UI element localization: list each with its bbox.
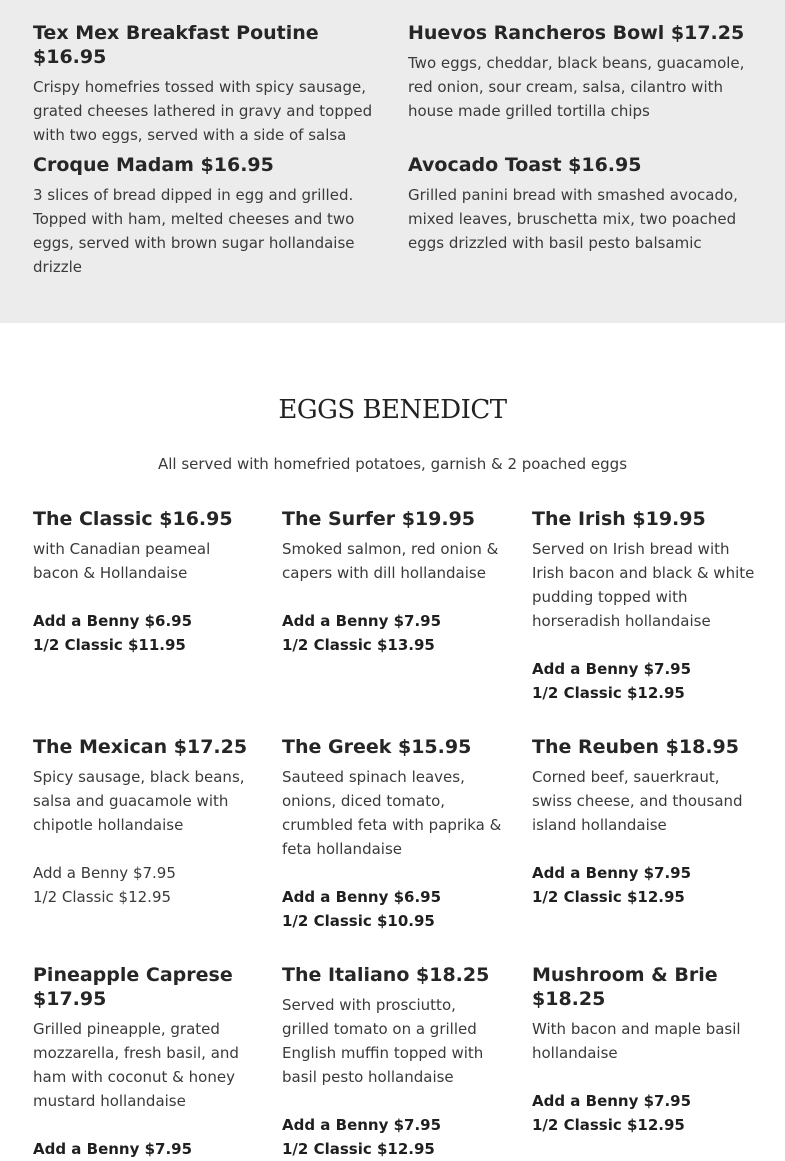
- add-benny-price: Add a Benny $7.95: [532, 660, 692, 678]
- add-benny-price: Add a Benny $6.95: [282, 888, 442, 906]
- add-benny-price: Add a Benny $7.95: [282, 1116, 442, 1134]
- half-classic-price: 1/2 Classic $12.95: [532, 888, 685, 906]
- half-classic-price: 1/2 Classic $12.95: [282, 1140, 435, 1158]
- menu-item-title: The Greek $15.95: [282, 736, 472, 758]
- menu-item-the-italiano: [282, 963, 502, 1161]
- menu-item-croque-madam: [33, 153, 378, 279]
- add-benny-price: Add a Benny $7.95: [532, 1092, 692, 1110]
- menu-item-addons: [33, 861, 253, 909]
- add-benny-price: Add a Benny $7.95: [282, 612, 442, 630]
- menu-item-the-reuben: [532, 735, 757, 909]
- menu-item-tex-mex-poutine: [33, 21, 378, 147]
- menu-item-title: Huevos Rancheros Bowl $17.25: [408, 22, 745, 44]
- menu-item-description: Served on Irish bread with Irish bacon and black & white pudding topped with horseradish hollandaise: [532, 540, 755, 630]
- half-classic-price: 1/2 Classic $12.95: [33, 888, 172, 906]
- menu-item-addons: [282, 609, 504, 657]
- menu-item-description: with Canadian peameal bacon & Hollandaise: [33, 540, 211, 582]
- menu-item-pineapple-caprese: [33, 963, 248, 1161]
- menu-item-title: The Classic $16.95: [33, 508, 233, 530]
- menu-item-title: The Italiano $18.25: [282, 964, 490, 986]
- menu-item-addons: [33, 1137, 248, 1161]
- featured-menu-section: [0, 0, 785, 323]
- menu-item-title: The Irish $19.95: [532, 508, 706, 530]
- menu-item-mushroom-brie: [532, 963, 752, 1137]
- menu-item-title: The Reuben $18.95: [532, 736, 739, 758]
- add-benny-price: Add a Benny $6.95: [33, 612, 193, 630]
- menu-item-addons: [282, 885, 507, 933]
- menu-item-description: Grilled panini bread with smashed avocado, mixed leaves, bruschetta mix, two poached eggs drizzled with basil pesto balsamic: [408, 186, 738, 252]
- menu-item-huevos-rancheros: [408, 21, 753, 123]
- add-benny-price: Add a Benny $7.95: [33, 864, 176, 882]
- menu-item-the-greek: [282, 735, 507, 933]
- menu-item-title: Croque Madam $16.95: [33, 154, 274, 176]
- menu-item-title: The Surfer $19.95: [282, 508, 476, 530]
- section-subtitle: All served with homefried potatoes, garnish & 2 poached eggs: [157, 455, 628, 473]
- menu-item-description: With bacon and maple basil hollandaise: [532, 1020, 741, 1062]
- menu-item-addons: [532, 1089, 752, 1137]
- half-classic-price: 1/2 Classic $13.95: [282, 636, 435, 654]
- menu-item-title: Tex Mex Breakfast Poutine $16.95: [33, 22, 319, 68]
- menu-item-the-classic: [33, 507, 253, 657]
- menu-item-description: 3 slices of bread dipped in egg and grilled. Topped with ham, melted cheeses and two eggs, served with brown sugar hollandaise drizzle: [33, 186, 355, 276]
- menu-item-description: Two eggs, cheddar, black beans, guacamole, red onion, sour cream, salsa, cilantro with house made grilled tortilla chips: [408, 54, 745, 120]
- menu-item-description: Grilled pineapple, grated mozzarella, fresh basil, and ham with coconut & honey mustard hollandaise: [33, 1020, 239, 1110]
- menu-item-title: The Mexican $17.25: [33, 736, 248, 758]
- menu-item-title: Mushroom & Brie $18.25: [532, 964, 718, 1010]
- menu-item-addons: [33, 609, 253, 657]
- add-benny-price: Add a Benny $7.95: [532, 864, 692, 882]
- menu-item-avocado-toast: [408, 153, 753, 255]
- menu-item-description: Crispy homefries tossed with spicy sausage, grated cheeses lathered in gravy and topped with two eggs, served with a side of salsa: [33, 78, 373, 144]
- menu-item-addons: [532, 657, 757, 705]
- half-classic-price: 1/2 Classic $10.95: [282, 912, 435, 930]
- half-classic-price: 1/2 Classic $12.95: [532, 684, 685, 702]
- menu-item-description: Corned beef, sauerkraut, swiss cheese, and thousand island hollandaise: [532, 768, 743, 834]
- half-classic-price: 1/2 Classic $11.95: [33, 636, 186, 654]
- section-title: EGGS BENEDICT: [278, 395, 507, 425]
- menu-item-title: Pineapple Caprese $17.95: [33, 964, 233, 1010]
- menu-item-description: Smoked salmon, red onion & capers with dill hollandaise: [282, 540, 499, 582]
- menu-item-the-irish: [532, 507, 757, 705]
- menu-item-description: Served with prosciutto, grilled tomato on a grilled English muffin topped with basil pesto hollandaise: [282, 996, 484, 1086]
- menu-item-description: Spicy sausage, black beans, salsa and guacamole with chipotle hollandaise: [33, 768, 245, 834]
- menu-item-addons: [532, 861, 757, 909]
- add-benny-price: Add a Benny $7.95: [33, 1140, 193, 1158]
- menu-item-title: Avocado Toast $16.95: [408, 154, 642, 176]
- menu-item-the-surfer: [282, 507, 504, 657]
- half-classic-price: 1/2 Classic $12.95: [532, 1116, 685, 1134]
- menu-item-description: Sauteed spinach leaves, onions, diced tomato, crumbled feta with paprika & feta hollandaise: [282, 768, 502, 858]
- menu-item-the-mexican: [33, 735, 253, 909]
